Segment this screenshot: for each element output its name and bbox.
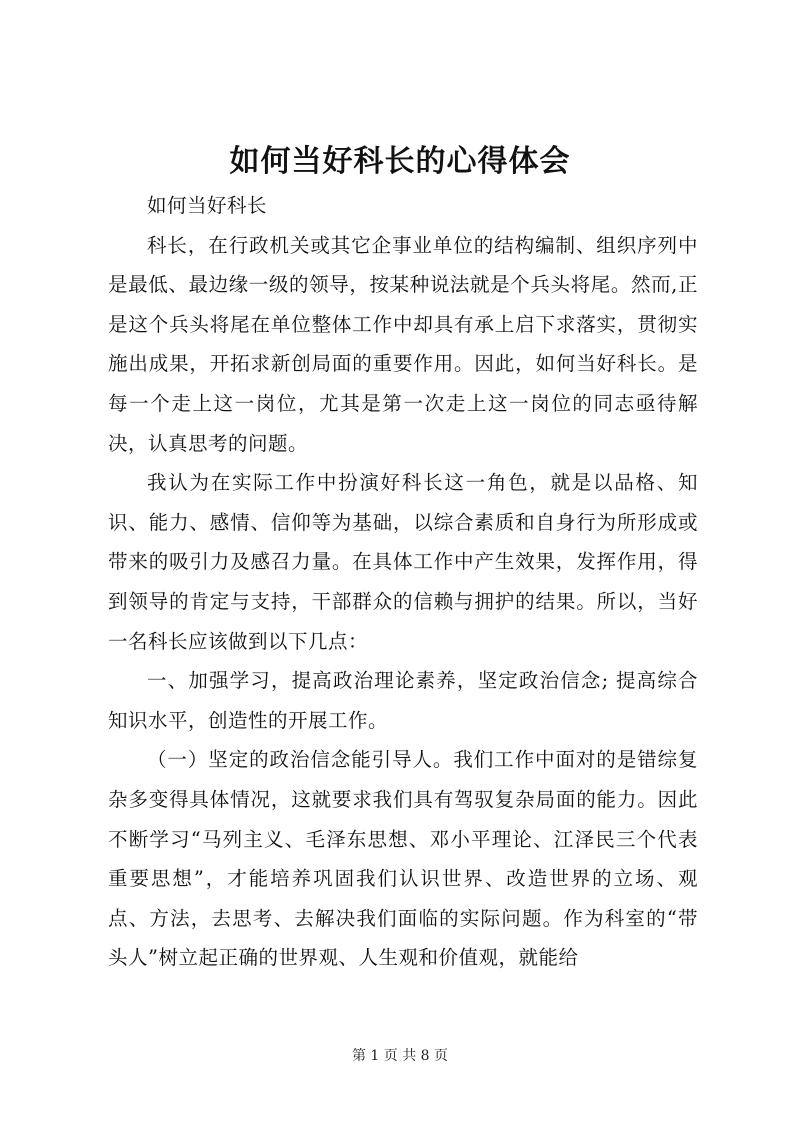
paragraph-subtitle: 如何当好科长 [147,194,268,217]
paragraph-intro: 科长，在行政机关或其它企事业单位的结构编制、组织序列中是最低、最边缘一级的领导，按某种说法就是个兵头将尾。然而,正是这个兵头将尾在单位整体工作中却具有承上启下求落实，贯彻实施出成果，开拓求新创局面的重要作用。因此，如何当好科长。是每一个走上这一岗位，尤其是第一次走上这一岗位的同志亟待解决，认真思考的问题。 [108,233,698,455]
document-body [108,186,698,978]
document-title: 如何当好科长的心得体会 [229,144,571,179]
paragraph-role: 我认为在实际工作中扮演好科长这一角色，就是以品格、知识、能力、感情、信仰等为基础，以综合素质和自身行为所形成或带来的吸引力及感召力量。在具体工作中产生效果，发挥作用，得到领导的肯定与支持，干部群众的信赖与拥护的结果。所以，当好一名科长应该做到以下几点： [108,471,698,653]
paragraph-subsection-one: （一）坚定的政治信念能引导人。我们工作中面对的是错综复杂多变得具体情况，这就要求我们具有驾驭复杂局面的能力。因此不断学习“马列主义、毛泽东思想、邓小平理论、江泽民三个代表重要思想”，才能培养巩固我们认识世界、改造世界的立场、观点、方法，去思考、去解决我们面临的实际问题。作为科室的“带头人”树立起正确的世界观、人生观和价值观，就能给 [108,748,698,970]
page-footer: 第 1 页 共 8 页 [351,1048,449,1064]
paragraph-section-one: 一、加强学习，提高政治理论素养，坚定政治信念; 提高综合知识水平，创造性的开展工作。 [108,669,698,732]
